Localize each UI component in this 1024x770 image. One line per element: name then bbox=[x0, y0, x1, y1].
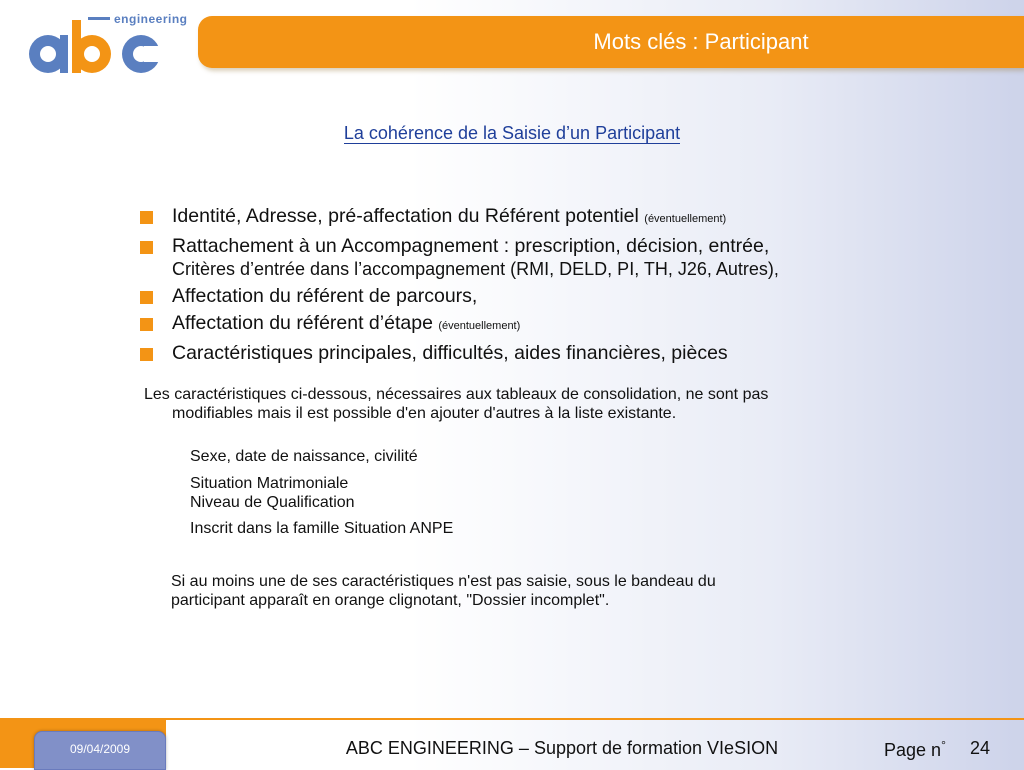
characteristic-item: Situation Matrimoniale bbox=[190, 475, 349, 492]
abc-engineering-logo bbox=[26, 12, 188, 74]
footer-date: 09/04/2009 bbox=[34, 731, 166, 770]
header-bar bbox=[198, 16, 1024, 68]
footer-title: ABC ENGINEERING – Support de formation VIeSION bbox=[345, 738, 779, 758]
logo-tagline: engineering bbox=[114, 12, 188, 26]
bullet-item bbox=[138, 285, 998, 308]
logo-letters-graphic bbox=[26, 16, 170, 78]
bullet-text: Identité, Adresse, pré-affectation du Référent potentiel bbox=[172, 205, 639, 227]
footer-page-number: 24 bbox=[970, 738, 991, 758]
characteristic-item: Inscrit dans la famille Situation ANPE bbox=[190, 520, 454, 537]
paragraph-line: modifiables mais il est possible d'en ajouter d'autres à la liste existante. bbox=[172, 405, 677, 422]
bullet-square-icon bbox=[140, 318, 153, 331]
bullet-text-line2: Critères d’entrée dans l’accompagnement (RMI, DELD, PI, TH, J26, Autres), bbox=[172, 259, 779, 279]
bullet-item bbox=[138, 205, 998, 231]
bullet-note: (éventuellement) bbox=[438, 320, 521, 332]
bullet-square-icon bbox=[140, 211, 153, 224]
bullet-square-icon bbox=[140, 291, 153, 304]
bullet-note: (éventuellement) bbox=[644, 213, 727, 225]
characteristics-list bbox=[190, 447, 453, 538]
incomplete-file-note bbox=[171, 572, 891, 610]
bullet-text: Caractéristiques principales, difficultés, aides financières, pièces bbox=[172, 342, 728, 364]
paragraph-line: Les caractéristiques ci-dessous, nécessaires aux tableaux de consolidation, ne sont pas bbox=[144, 386, 769, 403]
bullet-item bbox=[138, 312, 998, 338]
footer-page-label: Page n° bbox=[884, 738, 946, 760]
characteristic-item: Niveau de Qualification bbox=[190, 494, 355, 511]
bullet-item bbox=[138, 342, 998, 365]
characteristic-item: Sexe, date de naissance, civilité bbox=[190, 448, 418, 465]
bullet-square-icon bbox=[140, 348, 153, 361]
bullet-item bbox=[138, 235, 998, 281]
note-line: participant apparaît en orange clignotant, "Dossier incomplet". bbox=[171, 592, 610, 609]
bullet-text: Affectation du référent de parcours, bbox=[172, 285, 478, 307]
bullet-square-icon bbox=[140, 241, 153, 254]
slide-title: Mots clés : Participant bbox=[593, 29, 809, 54]
bullet-text: Affectation du référent d’étape bbox=[172, 312, 433, 334]
note-line: Si au moins une de ses caractéristiques n'est pas saisie, sous le bandeau du bbox=[171, 573, 716, 590]
bullet-text: Rattachement à un Accompagnement : prescription, décision, entrée, bbox=[172, 235, 770, 257]
characteristics-paragraph bbox=[144, 385, 964, 423]
slide-subtitle: La cohérence de la Saisie d’un Participant bbox=[343, 123, 681, 143]
bullet-list bbox=[138, 205, 998, 369]
